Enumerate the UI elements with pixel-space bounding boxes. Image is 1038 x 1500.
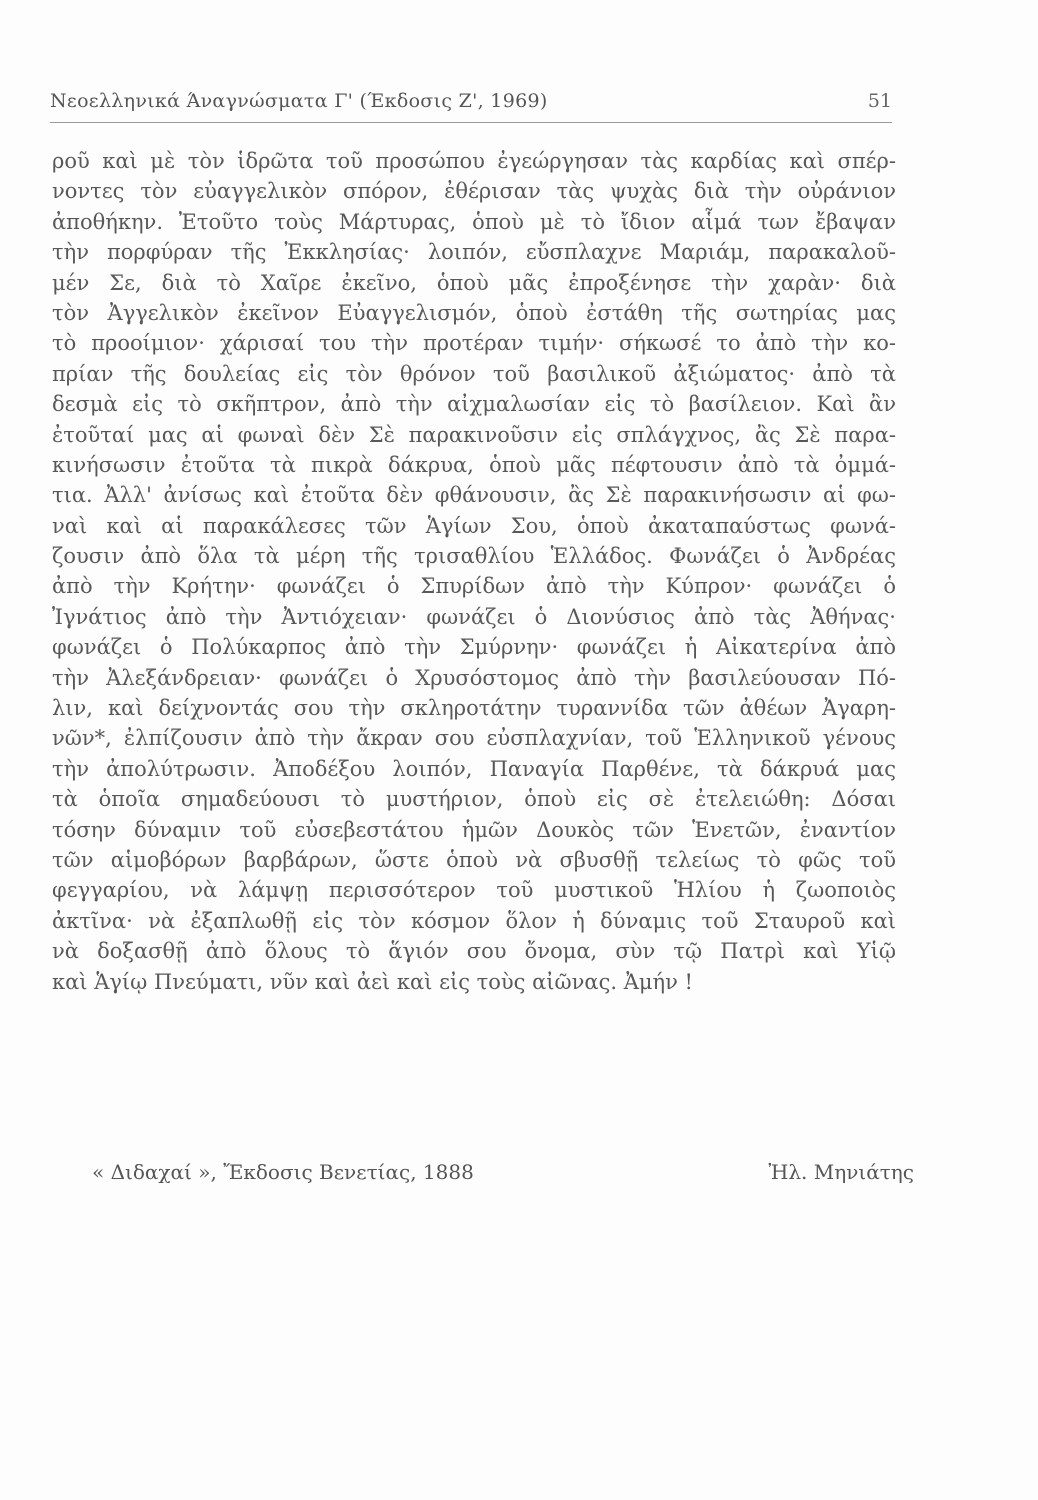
text-line: τόσην δύναμιν τοῦ εὐσεβεστάτου ἡμῶν Δουκὸς τῶν Ἑνετῶν, ἐναντίον <box>52 817 896 842</box>
text-line: ἀποθήκην. Ἐτοῦτο τοὺς Μάρτυρας, ὁποὺ μὲ τὸ ἴδιον αἷμά των ἔβαψαν <box>52 209 896 234</box>
text-line: ἐτοῦταί μας αἱ φωναὶ δὲν Σὲ παρακινοῦσιν εἰς σπλάγχνος, ἂς Σὲ παρα- <box>52 422 896 447</box>
text-line: νῶν*, ἐλπίζουσιν ἀπὸ τὴν ἄκραν σου εὐσπλαχνίαν, τοῦ Ἑλληνικοῦ γένους <box>52 726 896 751</box>
text-line: φωνάζει ὁ Πολύκαρπος ἀπὸ τὴν Σμύρνην· φωνάζει ἡ Αἰκατερίνα ἀπὸ <box>52 635 896 660</box>
author-name: Ἠλ. Μηνιάτης <box>768 1160 914 1184</box>
source-footer <box>92 1160 914 1196</box>
text-line: ναὶ καὶ αἱ παρακάλεσες τῶν Ἁγίων Σου, ὁποὺ ἀκαταπαύστως φωνά- <box>52 513 896 538</box>
source-citation: « Διδαχαί », Ἔκδοσις Βενετίας, 1888 <box>92 1160 474 1184</box>
text-line: τὰ ὁποῖα σημαδεύουσι τὸ μυστήριον, ὁποὺ εἰς σὲ ἐτελειώθη: Δόσαι <box>52 787 896 812</box>
text-line: δεσμὰ εἰς τὸ σκῆπτρον, ἀπὸ τὴν αἰχμαλωσίαν εἰς τὸ βασίλειον. Καὶ ἂν <box>52 392 896 417</box>
text-line: Ἰγνάτιος ἀπὸ τὴν Ἀντιόχειαν· φωνάζει ὁ Διονύσιος ἀπὸ τὰς Ἀθήνας· <box>52 604 896 629</box>
running-header <box>50 90 892 123</box>
text-line: ἀκτῖνα· νὰ ἐξαπλωθῇ εἰς τὸν κόσμον ὅλον ἡ δύναμις τοῦ Σταυροῦ καὶ <box>52 908 896 933</box>
text-line: λιν, καὶ δείχνοντάς σου τὴν σκληροτάτην τυραννίδα τῶν ἀθέων Ἀγαρη- <box>52 696 896 721</box>
page-number: 51 <box>867 90 892 112</box>
header-title: Νεοελληνικά Άναγνώσματα Γ' (Έκδοσις Ζ', 1969) <box>50 90 548 112</box>
text-line: καὶ Ἁγίῳ Πνεύματι, νῦν καὶ ἀεὶ καὶ εἰς τοὺς αἰῶνας. Ἀμήν ! <box>52 969 693 994</box>
text-line: μέν Σε, διὰ τὸ Χαῖρε ἐκεῖνο, ὁποὺ μᾶς ἐπροξένησε τὴν χαρὰν· διὰ <box>52 270 896 295</box>
text-line: νὰ δοξασθῇ ἀπὸ ὅλους τὸ ἅγιόν σου ὄνομα, σὺν τῷ Πατρὶ καὶ Υἱῷ <box>52 939 896 964</box>
text-line: φεγγαρίου, νὰ λάμψῃ περισσότερον τοῦ μυστικοῦ Ἡλίου ἡ ζωοποιὸς <box>52 878 896 903</box>
body-text <box>52 146 896 997</box>
text-line: τὴν ἀπολύτρωσιν. Ἀποδέξου λοιπόν, Παναγία Παρθένε, τὰ δάκρυά μας <box>52 756 896 781</box>
text-line: νοντες τὸν εὐαγγελικὸν σπόρον, ἐθέρισαν τὰς ψυχὰς διὰ τὴν οὐράνιον <box>52 179 896 204</box>
text-line: ζουσιν ἀπὸ ὅλα τὰ μέρη τῆς τρισαθλίου Ἑλλάδος. Φωνάζει ὁ Ἀνδρέας <box>52 544 896 569</box>
text-line: τια. Ἀλλ' ἀνίσως καὶ ἐτοῦτα δὲν φθάνουσιν, ἂς Σὲ παρακινήσωσιν αἱ φω- <box>52 483 896 508</box>
text-line: τὴν πορφύραν τῆς Ἐκκλησίας· λοιπόν, εὔσπλαχνε Μαριάμ, παρακαλοῦ- <box>52 240 896 265</box>
text-line: πρίαν τῆς δουλείας εἰς τὸν θρόνον τοῦ βασιλικοῦ ἀξιώματος· ἀπὸ τὰ <box>52 361 896 386</box>
text-line: ροῦ καὶ μὲ τὸν ἱδρῶτα τοῦ προσώπου ἐγεώργησαν τὰς καρδίας καὶ σπέρ- <box>52 149 896 173</box>
text-line: τὸν Ἀγγελικὸν ἐκεῖνον Εὐαγγελισμόν, ὁποὺ ἐστάθη τῆς σωτηρίας μας <box>52 300 896 325</box>
text-line: τῶν αἱμοβόρων βαρβάρων, ὥστε ὁποὺ νὰ σβυσθῇ τελείως τὸ φῶς τοῦ <box>52 847 896 872</box>
text-line: τὸ προοίμιον· χάρισαί του τὴν προτέραν τιμήν· σήκωσέ το ἀπὸ τὴν κο- <box>52 331 896 356</box>
text-line: τὴν Ἀλεξάνδρειαν· φωνάζει ὁ Χρυσόστομος ἀπὸ τὴν βασιλεύουσαν Πό- <box>52 665 896 690</box>
text-line: κινήσωσιν ἐτοῦτα τὰ πικρὰ δάκρυα, ὁποὺ μᾶς πέφτουσιν ἀπὸ τὰ ὀμμά- <box>52 452 896 477</box>
text-line: ἀπὸ τὴν Κρήτην· φωνάζει ὁ Σπυρίδων ἀπὸ τὴν Κύπρον· φωνάζει ὁ <box>52 574 896 599</box>
